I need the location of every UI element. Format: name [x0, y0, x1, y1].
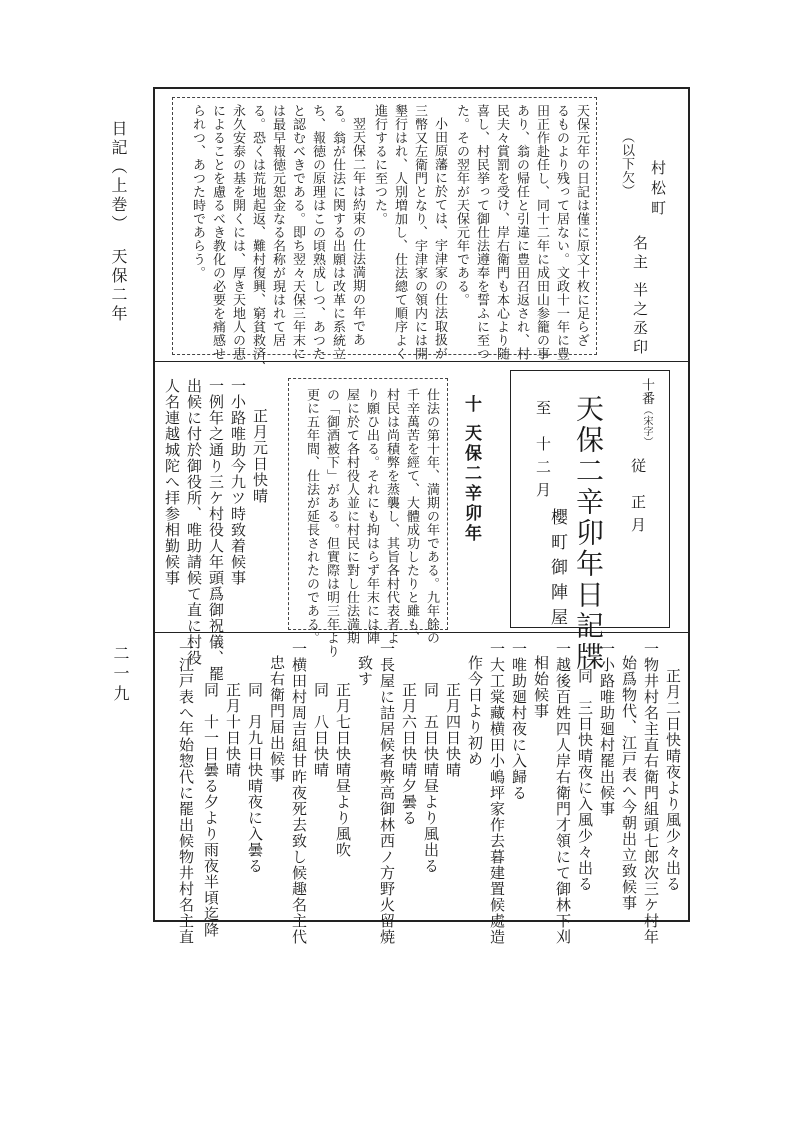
commentary-line: 民夫々賞罰を受け、岸右衛門も本心より随	[494, 104, 509, 361]
diary-entry: 一長屋に詰居候者弊高御林西ノ方野火留焼	[378, 641, 396, 945]
commentary-line: 小田原藩に於ては、宇津家の仕法取扱が	[432, 117, 447, 360]
diary-entry: 同 十一日曇る夕より雨夜半頃迄降	[202, 682, 220, 938]
title-place: 櫻町御陣屋	[547, 508, 567, 633]
page-number: 二一九	[111, 645, 130, 705]
header-book-title: 日記（上巻）	[109, 120, 128, 234]
diary-entry: 正月十日快晴	[224, 682, 242, 778]
commentary-line: 喜し、村民挙って御仕法遵奉を誓ふに至つ	[474, 104, 489, 361]
commentary-line: 墾行はれ、人別増加し、仕法總て順序よく	[392, 104, 407, 361]
commentary-line: 屋に於て各村役人並に村民に對し仕法満期	[344, 388, 359, 645]
commentary-line: 翌天保二年は約束の仕法満期の年であ	[350, 117, 365, 347]
diary-entry: 正月四日快晴	[444, 682, 462, 778]
diary-entry: 正月六日快晴夕曇る	[400, 682, 418, 826]
commentary-line: 仕法の第十年、満期の年である。九年餘の	[424, 388, 439, 645]
diary-entry: 同 五日快晴昼より風出る	[422, 682, 440, 874]
commentary-line: るものより残って居ない。文政十一年に豊	[554, 104, 569, 361]
diary-entry: 人名連越城陀へ拝参相勤候事	[163, 378, 181, 586]
commentary-line: 村民は尚積弊を蒸襲し、其旨各村代表者よ	[384, 388, 399, 645]
commentary-line: る。恐くは荒地起返、難村復興、窮貧救済、	[250, 104, 265, 374]
section-divider-bottom	[153, 632, 690, 633]
diary-entry: 致す	[356, 655, 374, 687]
diary-entry: 同 三日快晴夜に入風少々出る	[576, 668, 594, 892]
commentary-line: られつ、あつた時であらう。	[190, 104, 205, 280]
commentary-line: り願ひ出る。それにも拘はらず年末には陣	[364, 388, 379, 645]
commentary-line: によることを慮るべき教化の必要を痛感せ	[210, 104, 225, 361]
diary-title: 天保二辛卯年日記牒	[572, 394, 605, 673]
missing-note: （以下欠）	[619, 130, 634, 198]
diary-entry: 一江戸表へ年始惣代に罷出候物井村名主直	[177, 641, 195, 945]
diary-entry: 相始候事	[532, 655, 550, 719]
commentary-line: る。翁が仕法に関する出願は改革に系統立	[330, 104, 345, 361]
commentary-line: と認むべきである。即ち翌々天保三年末に	[290, 104, 305, 361]
diary-entry: 一唯助廻村夜に入歸る	[510, 641, 528, 801]
running-header-book	[110, 120, 126, 324]
commentary-line: ち、報徳の原理はこの頃熟成しつ、あつた	[310, 104, 325, 361]
diary-entry: 作今日より初め	[466, 655, 484, 767]
chapter-heading: 十 天保二辛卯年	[461, 395, 481, 544]
diary-entry: 始爲物代、江戸表へ今朝出立致候事	[620, 655, 638, 911]
signer: 名主 半之丞印	[631, 235, 649, 358]
commentary-line: 田正作赴任し、同十二年に成田山参籠の事	[534, 104, 549, 361]
commentary-line: 永久安泰の基を開くには、厚き天地人の恵	[230, 104, 245, 361]
commentary-line: た。その翌年が天保元年である。	[454, 104, 469, 307]
village-name: 村松町	[649, 160, 667, 220]
title-from: 従 正月	[629, 458, 647, 540]
commentary-line: の「御酒被下」がある。但實際は明三年より	[324, 388, 339, 658]
diary-entry: 一物井村名主直右衛門組頭七郎次三ケ村年	[642, 641, 660, 945]
title-number-note: （宋字）	[641, 405, 652, 447]
title-number	[640, 378, 653, 447]
commentary-line: 千辛萬苦を經て、大體成功したりと雖も、	[404, 388, 419, 645]
commentary-line: 天保元年の日記は僅に原文十枚に足らざ	[574, 104, 589, 347]
diary-entry: 忠右衛門届出候事	[268, 655, 286, 783]
commentary-line: は最早報徳元恕金なる名称が現はれて居	[270, 104, 285, 347]
diary-entry: 同 八日快晴	[312, 682, 330, 778]
commentary-line: 更に五年間、仕法が延長されたのである。	[304, 388, 319, 645]
diary-entry: 正月七日快晴昼より風吹	[334, 682, 352, 858]
diary-entry: 出候に付於御役所、唯助請候て直に村役	[185, 378, 203, 666]
diary-entry: 一例年之通り三ケ村役人年頭爲御祝儀、罷	[207, 378, 225, 682]
diary-entry: 正月元日快晴	[251, 408, 269, 504]
commentary-line: 三幣又左衛門となり、宇津家の領内には開	[412, 104, 427, 361]
diary-entry: 一小路唯助今九ツ時致着候事	[229, 378, 247, 586]
diary-entry: 一越後百姓四人岸右衛門才領にて御林下刈	[554, 641, 572, 945]
title-to: 至 十二月	[534, 400, 552, 505]
diary-entry: 一小路唯助廻村罷出候事	[598, 641, 616, 817]
diary-entry: 一大工棠藏横田小嶋坪家作去暮建置候處造	[488, 641, 506, 945]
header-era: 天保二年	[109, 248, 128, 324]
section-divider-top	[153, 361, 690, 362]
diary-entry: 正月二日快晴夜より風少々出る	[664, 668, 682, 892]
diary-entry: 同 月九日快晴夜に入曇る	[246, 682, 264, 874]
diary-entry: 一横田村周吉組甘昨夜死去致し候趣名主代	[290, 641, 308, 945]
commentary-line: あり、翁の帰任と引違に豊田召返され、村	[514, 104, 529, 361]
commentary-line: 進行するに至つた。	[372, 104, 387, 226]
title-number-text: 十番	[639, 378, 654, 405]
